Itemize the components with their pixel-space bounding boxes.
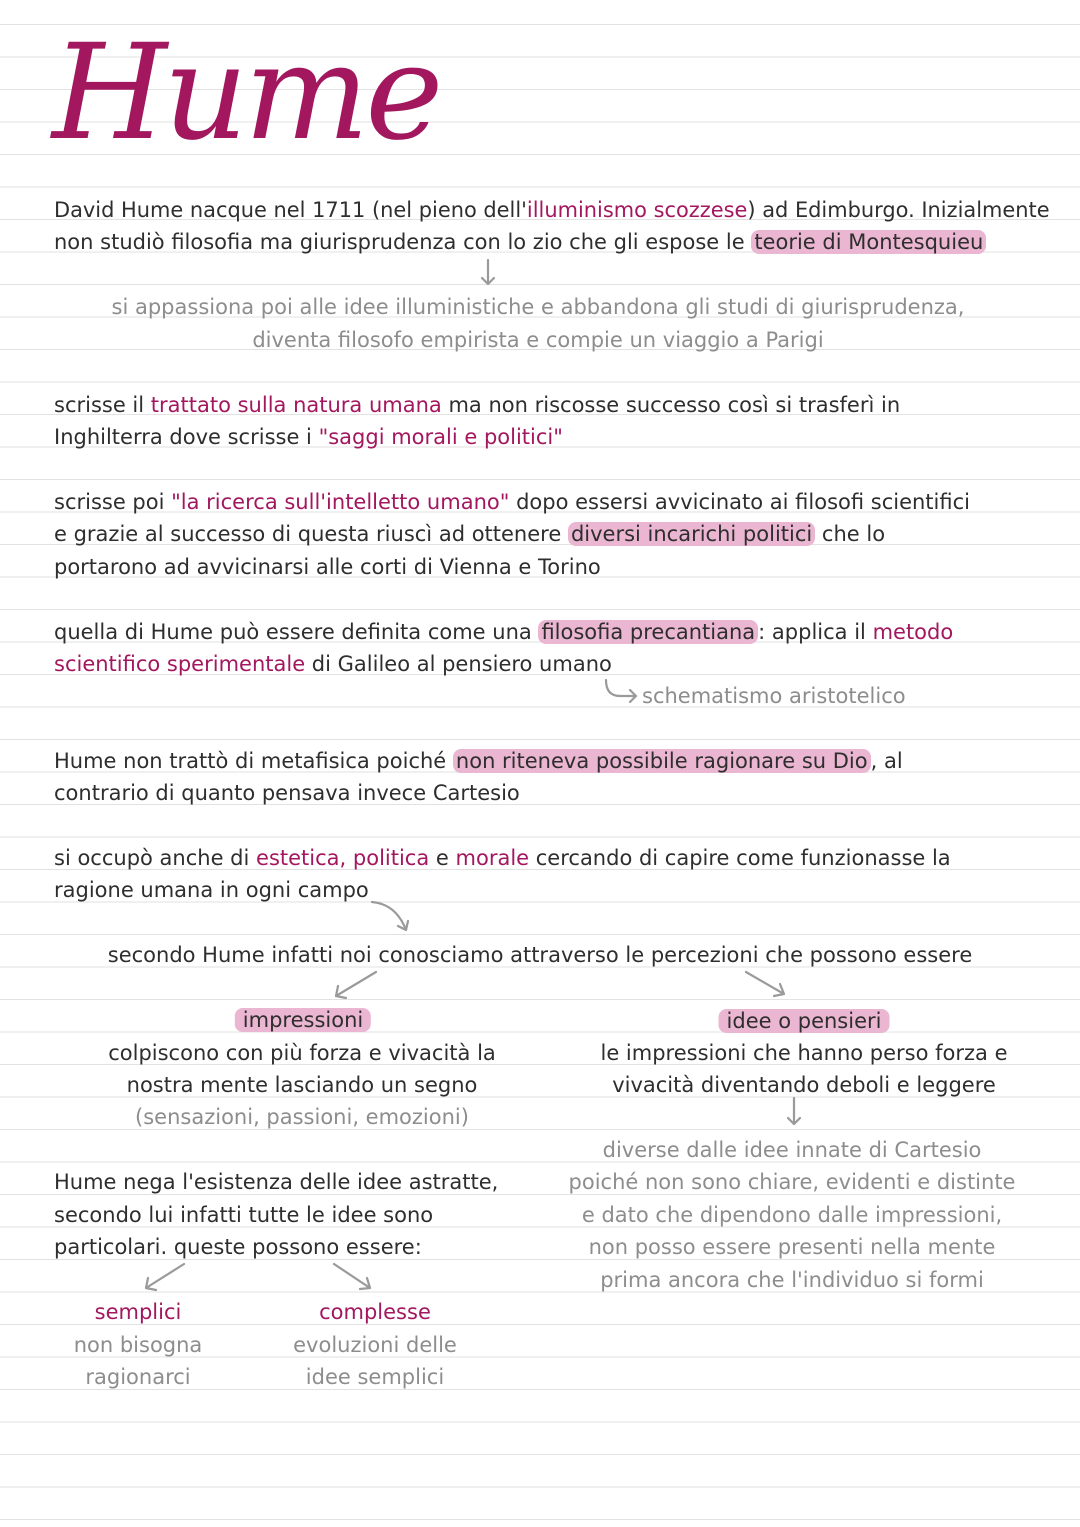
p2-line-2 bbox=[54, 421, 563, 454]
p6-line-1 bbox=[54, 842, 951, 875]
highlight-trattato: trattato sulla natura umana bbox=[150, 393, 442, 417]
arrow-down-right-icon bbox=[328, 1260, 378, 1294]
complesse-heading: complesse bbox=[319, 1300, 431, 1324]
p6-line-2: ragione umana in ogni campo bbox=[54, 878, 369, 902]
p5-line-2: contrario di quanto pensava invece Cartesio bbox=[54, 781, 520, 805]
text: quella di Hume può essere definita come una bbox=[54, 620, 539, 644]
p1-note-line-2: diventa filosofo empirista e compie un viaggio a Parigi bbox=[252, 328, 824, 352]
highlight-impressioni: impressioni bbox=[235, 1008, 371, 1032]
highlight-saggi: "saggi morali e politici" bbox=[318, 425, 563, 449]
semplici-line-2: ragionarci bbox=[85, 1365, 191, 1389]
text: di Galileo al pensiero umano bbox=[305, 652, 612, 676]
arrow-down-left-icon bbox=[330, 968, 382, 1002]
highlight-montesquieu: teorie di Montesquieu bbox=[751, 230, 986, 254]
text: David Hume nacque nel 1711 (nel pieno dell' bbox=[54, 198, 527, 222]
p1-line-1 bbox=[54, 194, 1050, 227]
text: che lo bbox=[815, 522, 886, 546]
impressioni-line-2: nostra mente lasciando un segno bbox=[126, 1073, 478, 1097]
hook-arrow-icon bbox=[602, 678, 640, 704]
astratte-line-3: particolari. queste possono essere: bbox=[54, 1235, 422, 1259]
complesse-line-1: evoluzioni delle bbox=[293, 1333, 457, 1357]
highlight-morale: morale bbox=[455, 846, 530, 870]
text: cercando di capire come funzionasse la bbox=[529, 846, 951, 870]
text: Hume non trattò di metafisica poiché bbox=[54, 749, 453, 773]
idee-note-line-2: poiché non sono chiare, evidenti e distinte bbox=[568, 1170, 1016, 1194]
text: , al bbox=[870, 749, 903, 773]
idee-line-2: vivacità diventando deboli e leggere bbox=[612, 1073, 996, 1097]
p4-note: schematismo aristotelico bbox=[642, 684, 906, 708]
text: scrisse il bbox=[54, 393, 151, 417]
p3-line-2 bbox=[54, 518, 885, 551]
text: : applica il bbox=[758, 620, 873, 644]
idee-note-line-1: diverse dalle idee innate di Cartesio bbox=[602, 1138, 982, 1162]
astratte-line-1: Hume nega l'esistenza delle idee astratte, bbox=[54, 1170, 499, 1194]
highlight-idee: idee o pensieri bbox=[719, 1009, 890, 1033]
arrow-down-icon bbox=[478, 258, 498, 288]
idee-heading bbox=[719, 1005, 890, 1038]
highlight-politica: politica bbox=[352, 846, 430, 870]
highlight-precantiana: filosofia precantiana bbox=[538, 620, 758, 644]
highlight-sperimentale: scientifico sperimentale bbox=[54, 652, 306, 676]
p4-line-1 bbox=[54, 616, 953, 649]
text: scrisse poi bbox=[54, 490, 172, 514]
text: , bbox=[339, 846, 353, 870]
arrow-down-icon bbox=[784, 1096, 804, 1128]
impressioni-heading bbox=[235, 1004, 371, 1037]
semplici-line-1: non bisogna bbox=[73, 1333, 203, 1357]
page-title: Hume bbox=[52, 16, 440, 170]
text: e grazie al successo di questa riuscì ad ottenere bbox=[54, 522, 568, 546]
text: non studiò filosofia ma giurisprudenza con lo zio che gli espose le bbox=[54, 230, 752, 254]
arrow-down-right-icon bbox=[740, 968, 792, 1002]
idee-note-line-3: e dato che dipendono dalle impressioni, bbox=[581, 1203, 1003, 1227]
p1-line-2 bbox=[54, 226, 986, 259]
text: e bbox=[429, 846, 456, 870]
highlight-incarichi: diversi incarichi politici bbox=[568, 522, 815, 546]
highlight-ricerca: "la ricerca sull'intelletto umano" bbox=[171, 490, 510, 514]
text: Inghilterra dove scrisse i bbox=[54, 425, 319, 449]
astratte-line-2: secondo lui infatti tutte le idee sono bbox=[54, 1203, 434, 1227]
p2-line-1 bbox=[54, 389, 900, 422]
semplici-heading: semplici bbox=[94, 1300, 182, 1324]
arrow-down-left-icon bbox=[140, 1260, 190, 1294]
text: si occupò anche di bbox=[54, 846, 257, 870]
p7-line-1: secondo Hume infatti noi conosciamo attraverso le percezioni che possono essere bbox=[107, 943, 973, 967]
highlight-dio: non riteneva possibile ragionare su Dio bbox=[453, 749, 871, 773]
text: ) ad Edimburgo. Inizialmente bbox=[747, 198, 1050, 222]
text: ma non riscosse successo così si trasferì in bbox=[441, 393, 901, 417]
complesse-line-2: idee semplici bbox=[305, 1365, 445, 1389]
highlight-illuminismo: illuminismo scozzese bbox=[526, 198, 748, 222]
impressioni-line-1: colpiscono con più forza e vivacità la bbox=[108, 1041, 496, 1065]
highlight-metodo: metodo bbox=[872, 620, 954, 644]
p1-note-line-1: si appassiona poi alle idee illuministiche e abbandona gli studi di giurisprudenza, bbox=[111, 295, 965, 319]
impressioni-line-3: (sensazioni, passioni, emozioni) bbox=[135, 1105, 469, 1129]
p3-line-1 bbox=[54, 486, 970, 519]
highlight-estetica: estetica bbox=[256, 846, 340, 870]
idee-note-line-5: prima ancora che l'individuo si formi bbox=[600, 1268, 984, 1292]
p5-line-1 bbox=[54, 745, 903, 778]
idee-line-1: le impressioni che hanno perso forza e bbox=[600, 1041, 1008, 1065]
p3-line-3: portarono ad avvicinarsi alle corti di Vienna e Torino bbox=[54, 555, 601, 579]
idee-note-line-4: non posso essere presenti nella mente bbox=[588, 1235, 996, 1259]
curved-arrow-icon bbox=[368, 896, 412, 936]
p4-line-2 bbox=[54, 648, 612, 681]
text: dopo essersi avvicinato ai filosofi scientifici bbox=[509, 490, 970, 514]
